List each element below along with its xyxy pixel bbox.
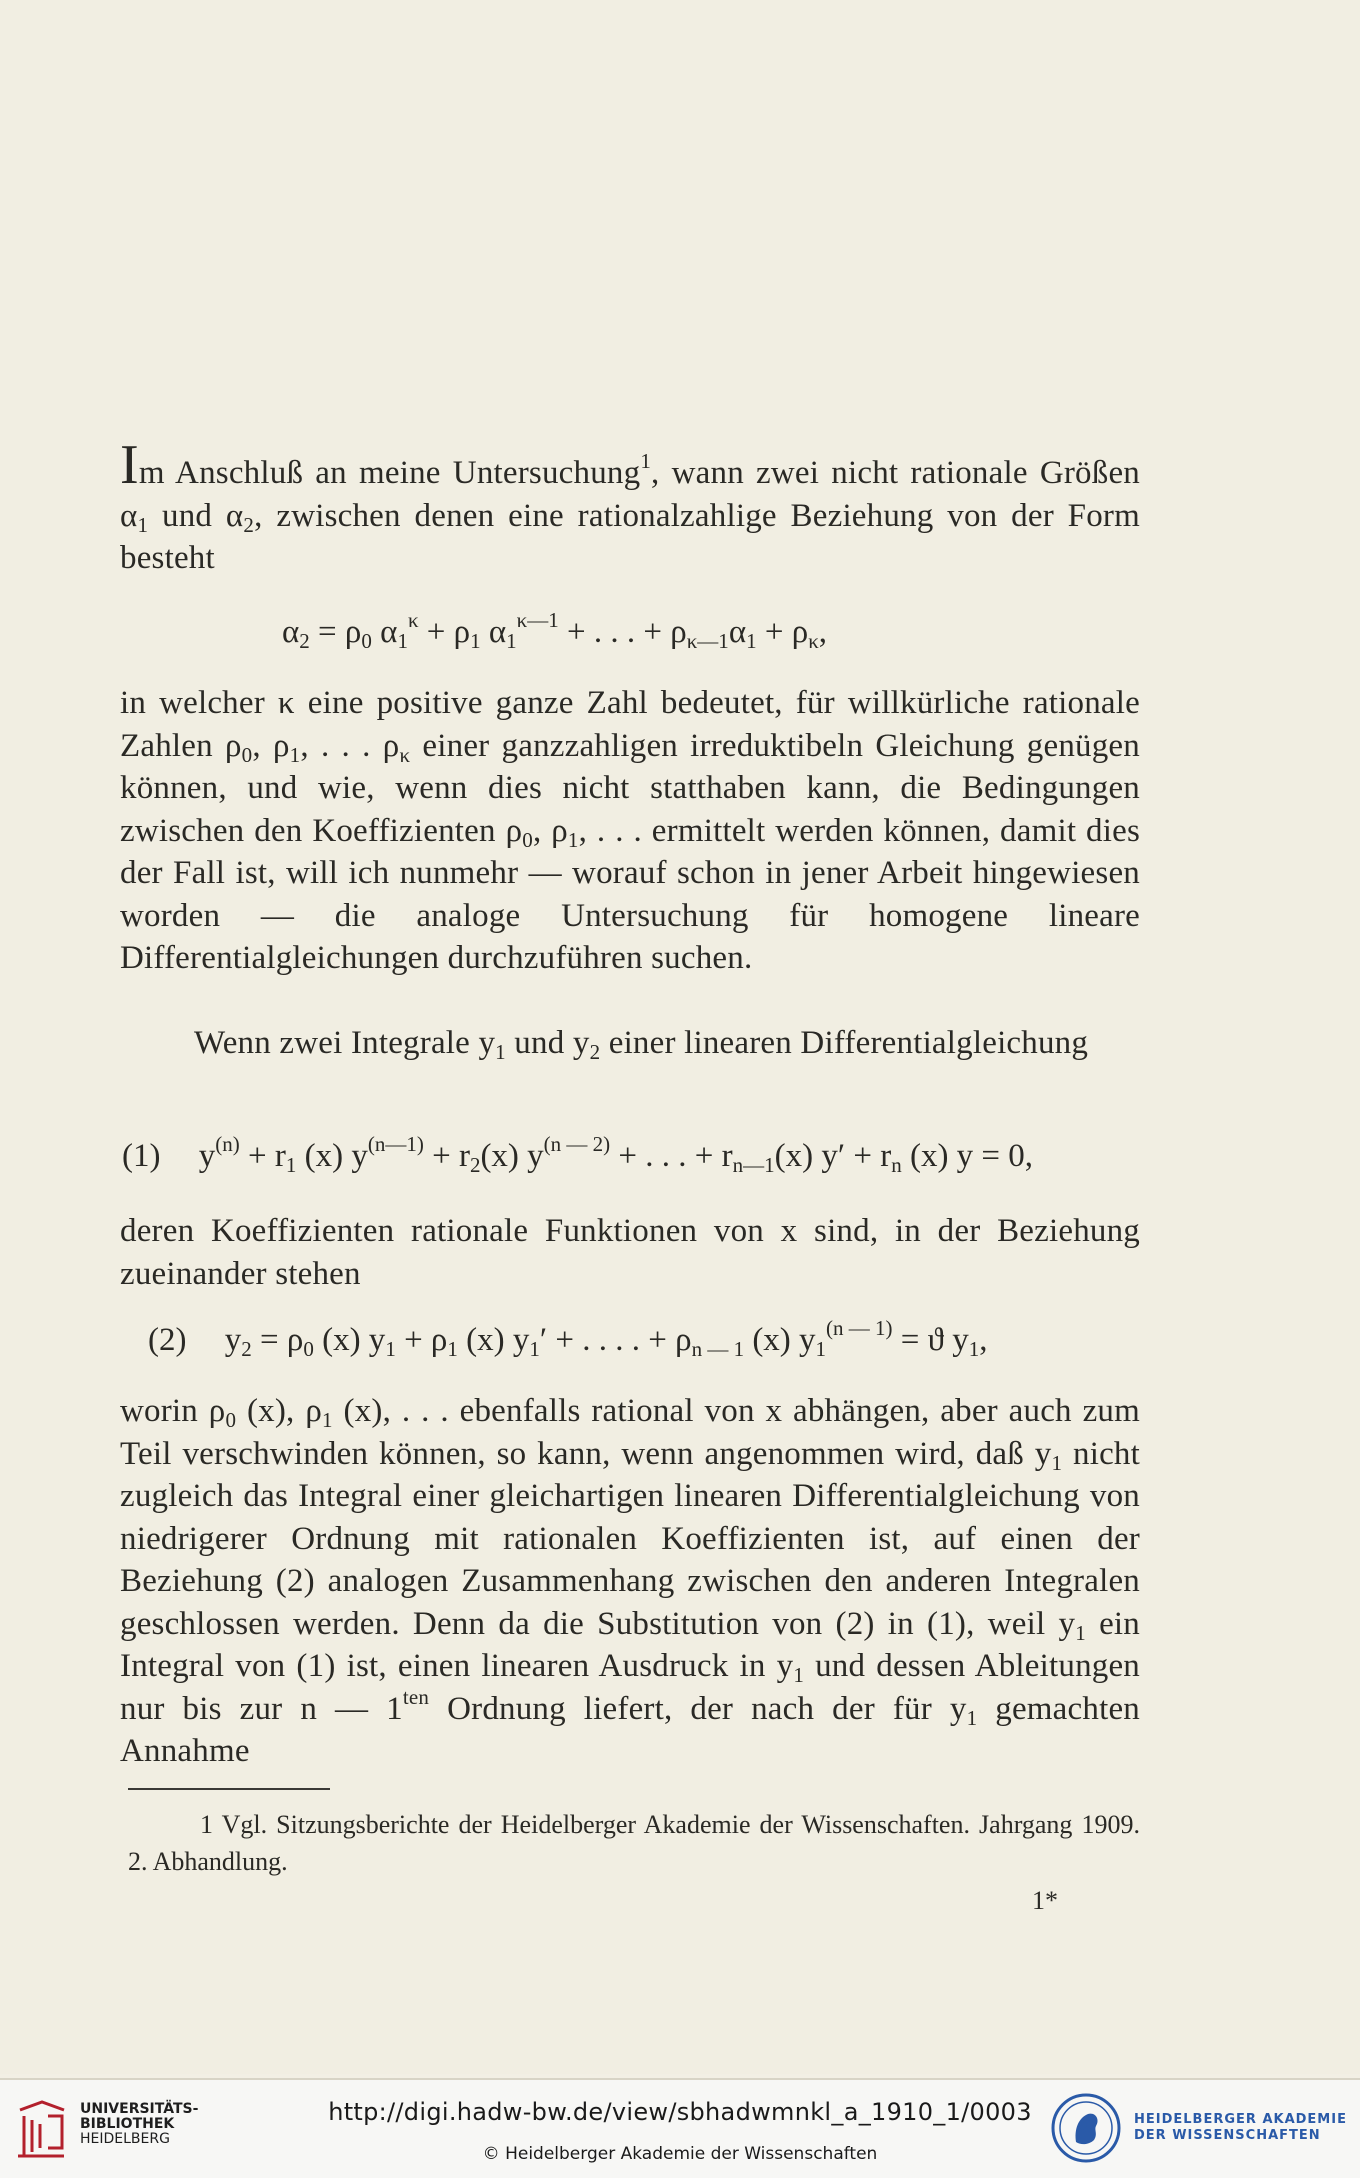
math-term: α bbox=[480, 614, 507, 650]
text-run: einer ganzzahligen irreduktibeln Gleichung genügen können, und wie, wenn dies nicht statthaben kann, die Bedingungen zwischen den Koeffizienten ρ bbox=[120, 727, 1140, 849]
superscript: (n—1) bbox=[367, 1132, 424, 1156]
math-term: ′ + . . . . + ρ bbox=[539, 1322, 692, 1358]
subscript: 1 bbox=[529, 1337, 540, 1361]
text-run: , . . . ρ bbox=[300, 727, 400, 764]
math-term: + ρ bbox=[426, 614, 471, 650]
subscript: 2 bbox=[589, 1040, 601, 1064]
math-term: α bbox=[728, 614, 747, 650]
equation-number: (2) bbox=[148, 1322, 187, 1358]
equation-2 bbox=[148, 1316, 988, 1361]
math-term: , bbox=[979, 1322, 988, 1358]
subscript: κ bbox=[399, 742, 411, 767]
math-term: (x) y = 0, bbox=[901, 1138, 1034, 1174]
math-term: α bbox=[282, 614, 300, 650]
superscript: κ—1 bbox=[516, 608, 559, 632]
math-term: = ϑ y bbox=[892, 1322, 969, 1358]
paragraph-5 bbox=[120, 1390, 1140, 1773]
equation-number: (1) bbox=[122, 1138, 161, 1174]
subscript: 2 bbox=[243, 512, 255, 537]
subscript: 2 bbox=[241, 1337, 252, 1361]
subscript: 0 bbox=[303, 1337, 314, 1361]
paragraph-3 bbox=[120, 1022, 1140, 1065]
paragraph-4 bbox=[120, 1210, 1140, 1295]
subscript: n bbox=[891, 1153, 902, 1177]
math-term: , bbox=[818, 614, 828, 650]
superscript: ten bbox=[402, 1684, 430, 1709]
subscript: 1 bbox=[470, 629, 481, 653]
math-term: (x) y bbox=[480, 1138, 544, 1174]
library-line: HEIDELBERG bbox=[80, 2131, 170, 2147]
text-run: (x), . . . ebenfalls rational von x abhängen, aber auch zum Teil verschwinden können, so kann, wenn angenommen wird, daß y bbox=[120, 1393, 1140, 1472]
paragraph-intro bbox=[120, 434, 1140, 580]
subscript: 0 bbox=[225, 1408, 237, 1432]
footnote-rule bbox=[128, 1788, 330, 1790]
subscript: 0 bbox=[241, 742, 253, 767]
subscript: 1 bbox=[567, 827, 579, 852]
subscript: 1 bbox=[285, 1153, 297, 1177]
math-term: + . . . + ρ bbox=[567, 614, 687, 650]
subscript: 1 bbox=[447, 1337, 458, 1361]
math-term: + . . . + r bbox=[610, 1138, 733, 1174]
footnote-text: Vgl. Sitzungsberichte der Heidelberger Akademie der Wissenschaften. Jahrgang 1909. 2. Abhandlung. bbox=[128, 1810, 1140, 1876]
subscript: n — 1 bbox=[691, 1337, 745, 1361]
subscript: 2 bbox=[469, 1153, 481, 1177]
text-run: worin ρ bbox=[120, 1393, 226, 1429]
subscript: κ—1 bbox=[686, 629, 729, 653]
text-run: und y bbox=[505, 1025, 590, 1061]
drop-initial: I bbox=[120, 434, 139, 496]
library-line: UNIVERSITÄTS- bbox=[80, 2101, 199, 2117]
math-term: (x) y′ + r bbox=[774, 1138, 892, 1174]
academy-line: DER WISSENSCHAFTEN bbox=[1134, 2128, 1321, 2143]
math-term: + r bbox=[239, 1138, 286, 1174]
subscript: 1 bbox=[1075, 1620, 1086, 1645]
subscript: n—1 bbox=[732, 1153, 775, 1177]
text-run: gemachten Annahme bbox=[120, 1690, 1140, 1769]
footnote-marker: 1 bbox=[200, 1810, 213, 1839]
subscript: 1 bbox=[495, 1040, 506, 1064]
academy-line: HEIDELBERGER AKADEMIE bbox=[1134, 2112, 1347, 2127]
academy-seal-icon[interactable] bbox=[1050, 2092, 1122, 2164]
equation-alpha bbox=[282, 608, 828, 653]
math-term: (x) y bbox=[744, 1322, 816, 1358]
superscript: (n — 1) bbox=[826, 1316, 893, 1340]
subscript: 1 bbox=[746, 629, 757, 653]
text-run: nicht zugleich das Integral einer gleichartigen linearen Differentialgleichung von niedrigerer Ordnung mit rationalen Koeffizienten ist, auf einen der Beziehung (2) analogen Zusammenhang zwischen den anderen Integralen geschlossen werden. Denn da die Substitution von (2) in (1), weil y bbox=[120, 1435, 1141, 1642]
text-run: m Anschluß an meine Untersuchung bbox=[138, 455, 641, 491]
subscript: 1 bbox=[968, 1337, 980, 1361]
text-run: , ρ bbox=[252, 727, 290, 764]
text-run: , . . . ermittelt werden können, damit dies der Fall ist, will ich nunmehr — worauf schon in jener Arbeit hingewiesen worden — die analoge Untersuchung für homogene lineare Differentialgleichungen durchzuführen suchen. bbox=[120, 812, 1140, 976]
subscript: 0 bbox=[361, 629, 372, 653]
text-run: Wenn zwei Integrale y bbox=[194, 1025, 496, 1061]
superscript: κ bbox=[407, 608, 419, 632]
text-run: , ρ bbox=[532, 812, 568, 849]
signature-mark: 1* bbox=[1032, 1886, 1058, 1915]
subscript: 2 bbox=[299, 629, 310, 653]
subscript: 1 bbox=[137, 512, 149, 537]
math-term: + ρ bbox=[395, 1322, 448, 1358]
subscript: 1 bbox=[322, 1408, 333, 1432]
math-term: (x) y bbox=[457, 1322, 530, 1358]
subscript: 1 bbox=[385, 1337, 396, 1361]
subscript: 1 bbox=[506, 629, 517, 653]
text-run: und dessen Ableitungen nur bis zur n — 1 bbox=[120, 1648, 1141, 1727]
math-term: = ρ bbox=[251, 1322, 304, 1358]
text-run: einer linearen Differentialgleichung bbox=[600, 1025, 1089, 1061]
footnote bbox=[128, 1806, 1140, 1880]
subscript: κ bbox=[808, 629, 819, 653]
text-run: und α bbox=[148, 497, 244, 534]
superscript: (n) bbox=[215, 1132, 240, 1156]
subscript: 1 bbox=[1051, 1450, 1063, 1475]
subscript: 1 bbox=[966, 1705, 978, 1730]
library-line: BIBLIOTHEK bbox=[80, 2116, 175, 2132]
math-term: (x) y bbox=[296, 1138, 368, 1174]
math-term: α bbox=[371, 614, 398, 650]
text-run: ein Integral von (1) ist, einen linearen Ausdruck in y bbox=[120, 1605, 1140, 1684]
source-url-link[interactable]: http://digi.hadw-bw.de/view/sbhadwmnkl_a_1910_1/0003 bbox=[328, 2098, 1032, 2126]
subscript: 1 bbox=[289, 742, 301, 767]
paragraph-2 bbox=[120, 682, 1140, 980]
math-term: + r bbox=[423, 1138, 470, 1174]
superscript: (n — 2) bbox=[543, 1132, 611, 1156]
text-run: , wann zwei nicht rationale Größen α bbox=[120, 455, 1140, 534]
text-run: , zwischen denen eine rationalzahlige Beziehung von der Form besteht bbox=[120, 497, 1140, 576]
subscript: 1 bbox=[815, 1337, 827, 1361]
academy-name bbox=[1134, 2112, 1347, 2144]
subscript: 1 bbox=[793, 1663, 805, 1687]
viewer-footer bbox=[0, 2078, 1360, 2178]
text-run: deren Koeffizienten rationale Funktionen von x sind, in der Beziehung zueinander stehen bbox=[120, 1213, 1140, 1292]
math-term: y bbox=[224, 1322, 242, 1358]
text-run: in welcher κ eine positive ganze Zahl bedeutet, für willkürliche rationale Zahlen ρ bbox=[120, 685, 1140, 764]
copyright-notice: © Heidelberger Akademie der Wissenschaften bbox=[482, 2144, 878, 2164]
math-term: + ρ bbox=[764, 614, 809, 650]
math-term: = ρ bbox=[318, 614, 362, 650]
equation-1 bbox=[122, 1132, 1140, 1177]
text-run: (x), ρ bbox=[236, 1393, 322, 1429]
math-term: y bbox=[198, 1138, 216, 1174]
text-run: Ordnung liefert, der nach der für y bbox=[429, 1690, 967, 1727]
math-term: (x) y bbox=[313, 1322, 386, 1358]
subscript: 0 bbox=[522, 827, 533, 852]
subscript: 1 bbox=[397, 629, 408, 653]
footnote-ref: 1 bbox=[640, 449, 652, 473]
